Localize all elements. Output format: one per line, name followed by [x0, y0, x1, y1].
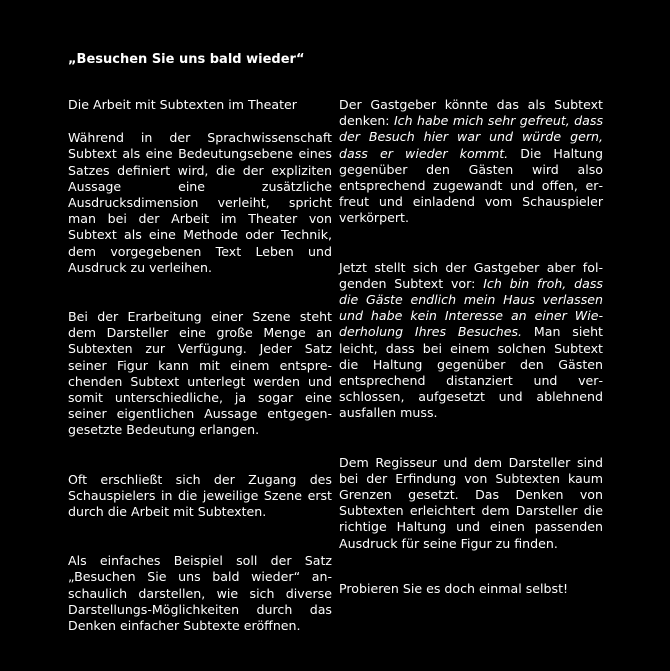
paragraph-negative-intro: Jetzt stellt sich der Gastgeber aber folgenden Subtext vor:	[339, 259, 603, 291]
paragraph-positive-rest: Die Haltung gegenüber den Gästen wird also entsprechend zugewandt und offen, erfreut und einladend vom Schauspieler verkörpert.	[339, 145, 603, 226]
paragraph-positive-intro: Der Gastgeber könnte das als Subtext denken:	[339, 97, 603, 129]
paragraph-access: Oft erschließt sich der Zugang des Schauspielers in die jeweilige Szene erst durch die Arbeit mit Subtexten.	[68, 471, 332, 520]
paragraph-positive-quote: Ich habe mich sehr gefreut, dass der Besuch hier war und würde gern, dass er wieder kommt.	[339, 113, 604, 161]
document-title: „Besuchen Sie uns bald wieder“	[68, 52, 305, 67]
paragraph-scene-work: Bei der Erarbeitung einer Szene steht dem Darsteller eine große Menge an Subtexten zur Verfügung. Jeder Satz seiner Figur kann mit einem entsprechenden Subtext unterlegt werden und somit unterschiedliche, ja sogar eine seiner eigentlichen Aussage entgegengesetzte Bedeutung erlangen.	[68, 309, 332, 438]
paragraph-negative-subtext	[339, 260, 603, 422]
section-subtitle: Die Arbeit mit Subtexten im Theater	[68, 97, 297, 112]
right-column	[339, 97, 603, 597]
paragraph-definition: Während in der Sprachwissenschaft Subtext als eine Bedeutungsebene eines Satzes definiert wird, die der expliziten Aussage eine zusätzliche Ausdrucksdimension verleiht, spricht man bei der Arbeit im Theater von Subtext als eine Methode oder Technik, dem vorgegebenen Text Leben und Ausdruck zu verleihen.	[68, 130, 332, 275]
paragraph-closing: Probieren Sie es doch einmal selbst!	[339, 580, 569, 596]
paragraph-negative-quote: Ich bin froh, dass die Gäste endlich mein Haus verlassen und habe kein Interesse an einer Wiederholung Ihres Besuches.	[339, 275, 603, 340]
paragraph-example: Als einfaches Beispiel soll der Satz „Besuchen Sie uns bald wieder“ anschaulich darstellen, wie sich diverse Darstellungs-Möglichkeiten durch das Denken einfacher Subtexte eröffnen.	[68, 553, 332, 634]
paragraph-negative-rest: Man sieht leicht, dass bei einem solchen Subtext die Haltung gegenüber den Gästen entsprechend distanziert und verschlossen, aufgesetzt und ablehnend ausfallen muss.	[339, 324, 603, 421]
left-column	[68, 97, 332, 634]
paragraph-positive-subtext	[339, 97, 603, 227]
paragraph-limits: Dem Regisseur und dem Darsteller sind bei der Erfindung von Subtexten kaum Grenzen gesetzt. Das Denken von Subtexten erleichtert dem Darsteller die richtige Haltung und einen passenden Ausdruck für seine Figur zu finden.	[339, 454, 603, 551]
